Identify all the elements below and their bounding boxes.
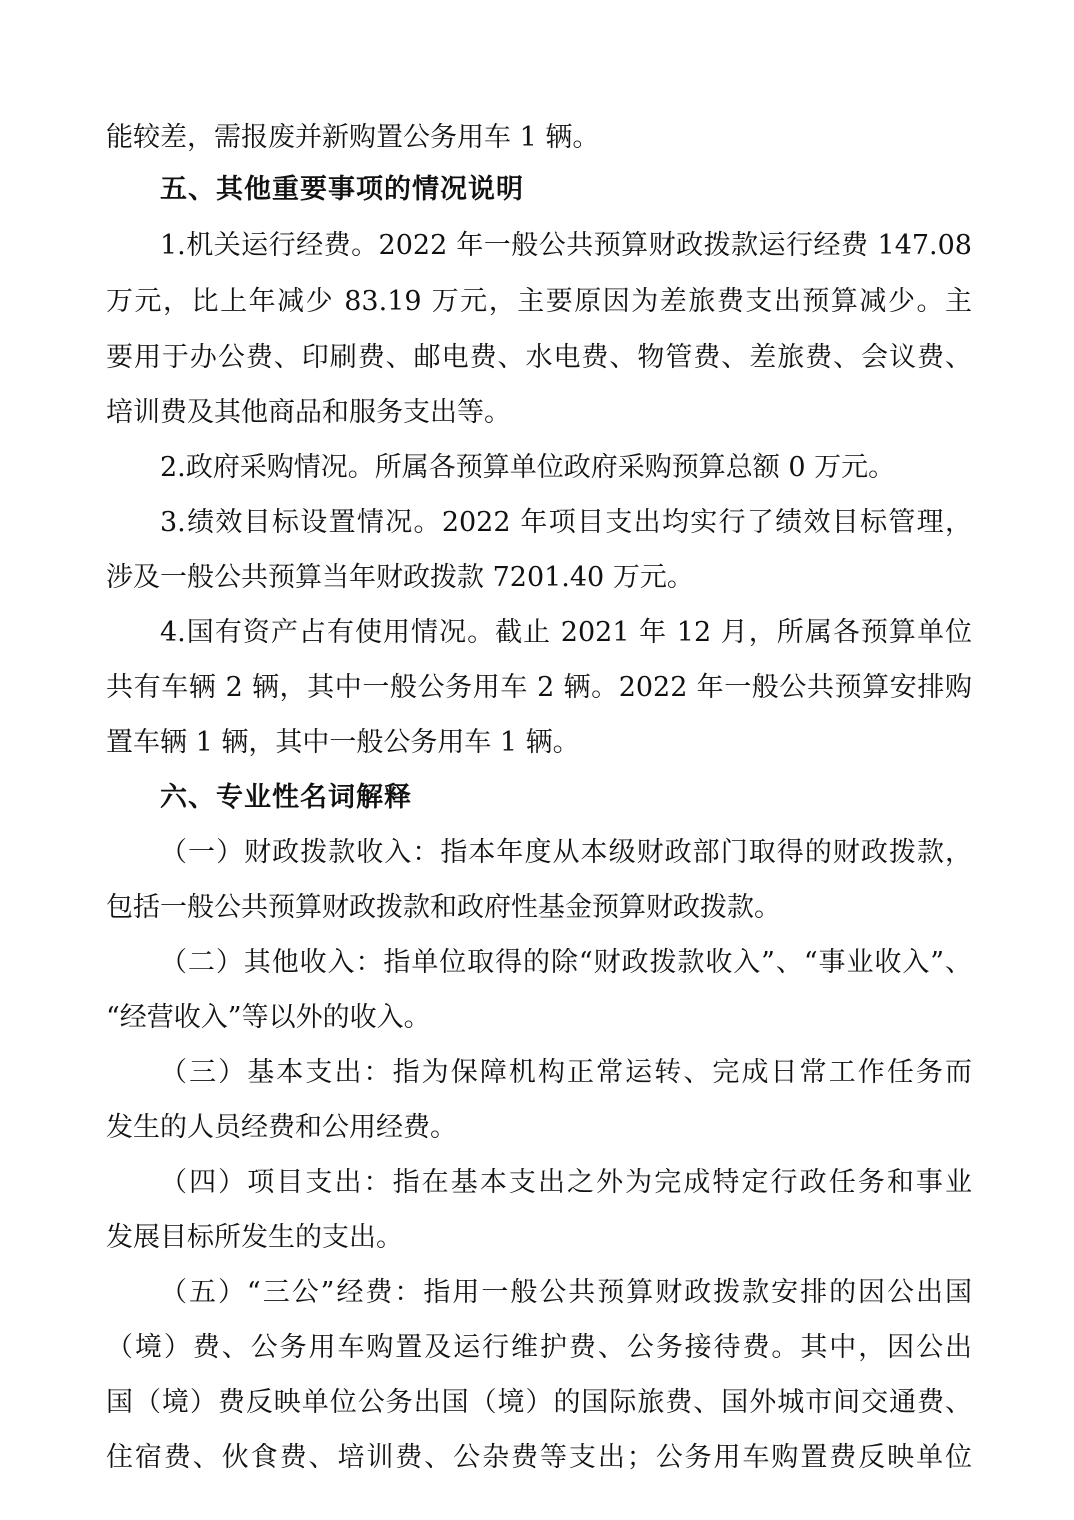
section-heading: 六、专业性名词解释 <box>160 782 412 813</box>
text-line: 1.机关运行经费。2022 年一般公共预算财政拨款运行经费 147.08 <box>160 230 972 261</box>
text-line: 置车辆 1 辆，其中一般公务用车 1 辆。 <box>106 727 580 758</box>
text-line: 2.政府采购情况。所属各预算单位政府采购预算总额 0 万元。 <box>160 452 896 483</box>
text-line: 要用于办公费、印刷费、邮电费、水电费、物管费、差旅费、会议费、 <box>106 342 972 373</box>
text-line: 3.绩效目标设置情况。2022 年项目支出均实行了绩效目标管理， <box>160 507 972 538</box>
text-line: 包括一般公共预算财政拨款和政府性基金预算财政拨款。 <box>106 892 781 923</box>
text-line: （二）其他收入：指单位取得的除“财政拨款收入”、“事业收入”、 <box>160 947 972 978</box>
text-line: “经营收入”等以外的收入。 <box>106 1002 431 1033</box>
text-line: （境）费、公务用车购置及运行维护费、公务接待费。其中，因公出 <box>106 1332 972 1363</box>
text-line: （五）“三公”经费：指用一般公共预算财政拨款安排的因公出国 <box>160 1277 972 1308</box>
text-line: （四）项目支出：指在基本支出之外为完成特定行政任务和事业 <box>160 1167 972 1198</box>
section-heading: 五、其他重要事项的情况说明 <box>160 174 524 205</box>
text-line: 能较差，需报废并新购置公务用车 1 辆。 <box>106 122 600 153</box>
text-line: 住宿费、伙食费、培训费、公杂费等支出；公务用车购置费反映单位 <box>106 1442 972 1473</box>
text-line: （三）基本支出：指为保障机构正常运转、完成日常工作任务而 <box>160 1057 972 1088</box>
text-line: （一）财政拨款收入：指本年度从本级财政部门取得的财政拨款， <box>160 837 972 868</box>
text-line: 发展目标所发生的支出。 <box>106 1222 403 1253</box>
text-line: 4.国有资产占有使用情况。截止 2021 年 12 月，所属各预算单位 <box>160 617 972 648</box>
text-line: 涉及一般公共预算当年财政拨款 7201.40 万元。 <box>106 562 694 593</box>
text-line: 共有车辆 2 辆，其中一般公务用车 2 辆。2022 年一般公共预算安排购 <box>106 672 972 703</box>
text-line: 万元，比上年减少 83.19 万元，主要原因为差旅费支出预算减少。主 <box>106 286 972 317</box>
text-line: 国（境）费反映单位公务出国（境）的国际旅费、国外城市间交通费、 <box>106 1387 972 1418</box>
text-line: 发生的人员经费和公用经费。 <box>106 1112 457 1143</box>
text-line: 培训费及其他商品和服务支出等。 <box>106 397 511 428</box>
